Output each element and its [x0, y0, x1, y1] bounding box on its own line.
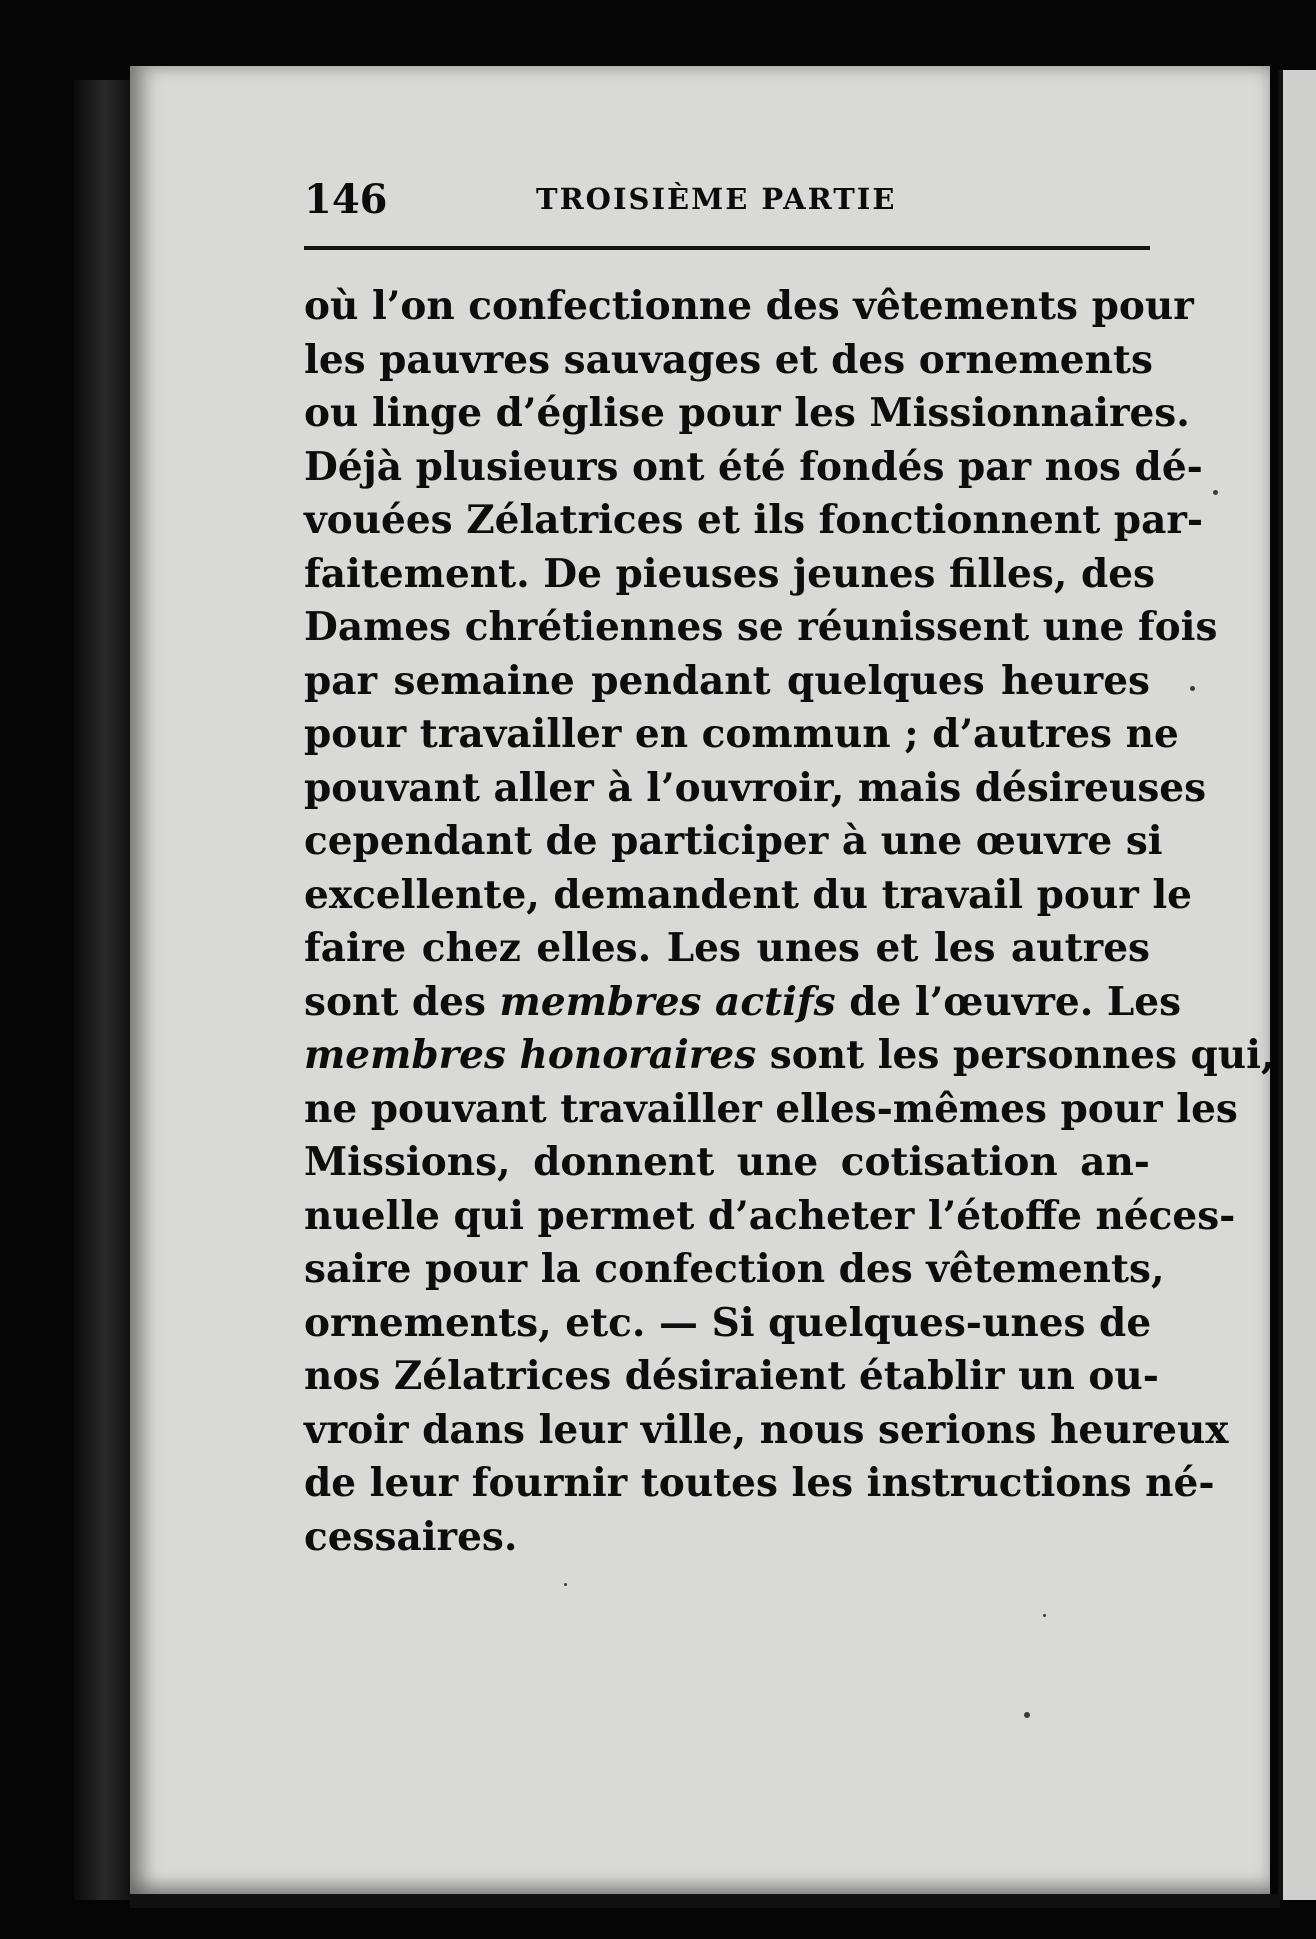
text-line [304, 708, 1179, 762]
running-head: TROISIÈME PARTIE [536, 182, 897, 216]
text-segment: vouées Zélatrices et ils fonctionnent par- [304, 497, 1204, 543]
page-bottom-shadow [130, 1894, 1280, 1908]
text-line [304, 494, 1204, 548]
scan-speck [1024, 1712, 1030, 1718]
text-segment: pour travailler en commun ; d’autres ne [304, 711, 1179, 757]
text-line [304, 1136, 1150, 1190]
text-segment: nuelle qui permet d’acheter l’étoffe néces- [304, 1192, 1236, 1239]
text-segment: Missions, donnent une cotisation an- [304, 1139, 1150, 1185]
text-segment: cependant de participer à une œuvre si [304, 818, 1163, 864]
text-line [304, 334, 1153, 388]
text-line [304, 1297, 1150, 1351]
text-segment: faire chez elles. Les unes et les autres [304, 925, 1150, 971]
text-segment: par semaine pendant quelques heures [304, 657, 1150, 704]
italic-text-segment: membres actifs [499, 978, 836, 1025]
text-segment: excellente, demandent du travail pour le [304, 871, 1192, 918]
body-text [304, 280, 1275, 1564]
text-segment: de leur fournir toutes les instructions né- [304, 1460, 1215, 1506]
italic-text-segment: membres honoraires [304, 1032, 757, 1078]
text-line [304, 548, 1155, 602]
text-segment: ou linge d’église pour les Missionnaires. [304, 390, 1190, 436]
text-segment: les pauvres sauvages et des ornements [304, 336, 1153, 383]
text-line [304, 441, 1203, 495]
text-line [304, 1350, 1159, 1404]
text-segment: pouvant aller à l’ouvroir, mais désireuses [304, 764, 1207, 811]
page-number: 146 [304, 176, 388, 223]
text-line [304, 1029, 1275, 1083]
scan-speck [1043, 1614, 1046, 1617]
text-line [304, 762, 1207, 816]
text-line [304, 655, 1150, 709]
text-segment: Dames chrétiennes se réunissent une fois [304, 604, 1218, 650]
scan-speck [1190, 686, 1195, 691]
text-segment: ornements, etc. — Si quelques-unes de [304, 1299, 1152, 1346]
text-line [304, 815, 1163, 869]
text-line [304, 1457, 1215, 1511]
text-segment: nos Zélatrices désiraient établir un ou- [304, 1353, 1159, 1399]
facing-page-edge [1278, 70, 1316, 1900]
text-segment: faitement. De pieuses jeunes filles, des [304, 550, 1155, 597]
text-segment: cessaires. [304, 1513, 518, 1560]
text-line [304, 280, 1194, 334]
text-segment: sont des [304, 978, 500, 1025]
text-segment: sont les personnes qui, [756, 1032, 1275, 1078]
text-line [304, 1404, 1229, 1458]
text-line [304, 1243, 1165, 1297]
text-line [304, 976, 1182, 1030]
scan-speck [1213, 490, 1218, 495]
text-line [304, 601, 1218, 655]
text-segment: de l’œuvre. Les [835, 978, 1182, 1025]
text-line [304, 869, 1192, 923]
scan-speck [564, 1583, 567, 1586]
text-line [304, 1511, 1150, 1565]
text-segment: Déjà plusieurs ont été fondés par nos dé- [304, 443, 1203, 490]
text-segment: ne pouvant travailler elles-mêmes pour les [304, 1085, 1238, 1132]
text-segment: où l’on confectionne des vêtements pour [304, 283, 1194, 329]
header-rule [304, 246, 1150, 250]
text-line [304, 922, 1150, 976]
text-segment: saire pour la confection des vêtements, [304, 1246, 1165, 1292]
text-line [304, 387, 1190, 441]
text-line [304, 1190, 1236, 1244]
text-line [304, 1083, 1238, 1137]
page-header [304, 176, 1150, 230]
text-segment: vroir dans leur ville, nous serions heureux [304, 1406, 1229, 1453]
book-spine-shadow [74, 80, 130, 1900]
